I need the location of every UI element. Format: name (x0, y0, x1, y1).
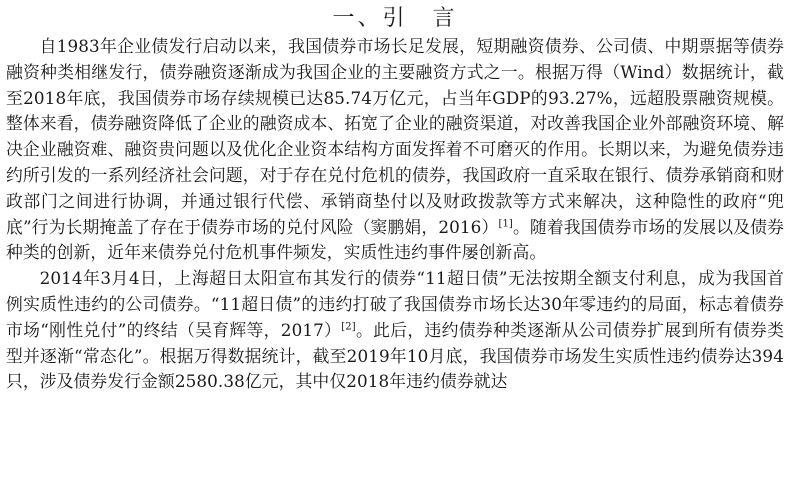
citation-1: [1] (498, 217, 513, 229)
paragraph-2-text: 2014年3月4日，上海超日太阳宣布其发行的债券“11超日债”无法按期全额支付利息，成为我国首例实质性违约的公司债券。“11超日债”的违约打破了我国债券市场长达30年零违约的局面，标志着债券市场“刚性兑付”的终结（吴育辉等，2017） (6, 268, 784, 340)
paragraph-1 (6, 34, 784, 266)
paragraph-1-text: 自1983年企业债发行启动以来，我国债券市场长足发展，短期融资债券、公司债、中期票据等债券融资种类相继发行，债券融资逐渐成为我国企业的主要融资方式之一。根据万得（Wind）数据统计，截至2018年底，我国债券市场存续规模已达85.74万亿元，占当年GDP的93.27%，远超股票融资规模。整体来看，债券融资降低了企业的融资成本、拓宽了企业的融资渠道，对改善我国企业外部融资环境、解决企业融资难、融资贵问题以及优化企业资本结构方面发挥着不可磨灭的作用。长期以来，为避免债券违约所引发的一系列经济社会问题，对于存在兑付危机的债券，我国政府一直采取在银行、债券承销商和财政部门之间进行协调，并通过银行代偿、承销商垫付以及财政拨款等方式来解决，这种隐性的政府“兜底”行为长期掩盖了存在于债券市场的兑付风险（窦鹏娟，2016） (6, 36, 784, 237)
paragraph-1-text-continued: 。随着我国债券市场的发展以及债券种类的创新，近年来债券兑付危机事件频发，实质性违约事件屡创新高。 (6, 216, 784, 263)
paragraph-2 (6, 266, 784, 395)
section-heading: 一、引 言 (332, 6, 458, 31)
paragraph-2-text-continued: 。此后，违约债券种类逐渐从公司债券扩展到所有债券类型并逐渐“常态化”。根据万得数据统计，截至2019年10月底，我国债券市场发生实质性违约债券达394只，涉及债券发行金额2580.38亿元，其中仅2018年违约债券就达 (6, 319, 784, 392)
citation-2: [2] (341, 321, 356, 333)
